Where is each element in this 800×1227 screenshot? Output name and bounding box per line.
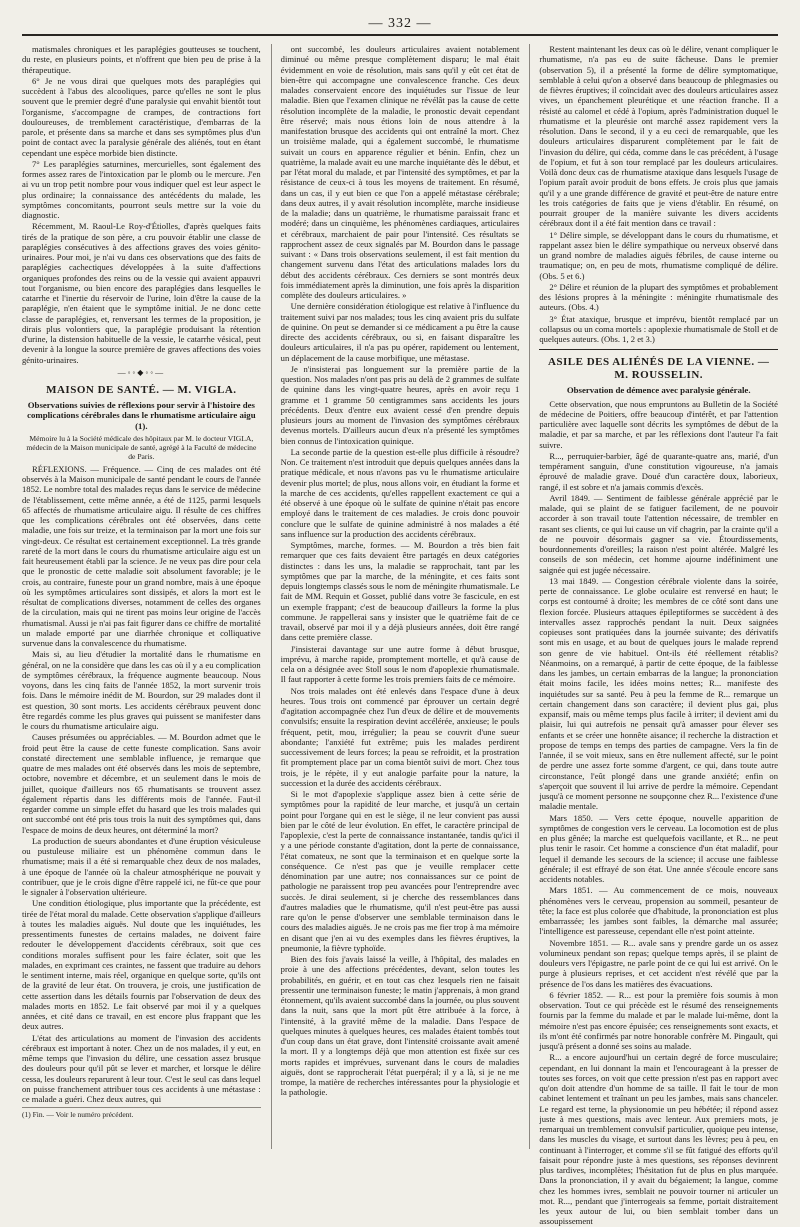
paragraph: Une condition étiologique, plus importante que la précédente, est tirée de l'état moral du malade. Cette observation s'applique d'ailleurs à toutes les maladies aiguës. Nul doute que les inquiétudes, les pressentiments funestes de certains malades, ne doivent faire redouter le développement d'accidents cérébraux, soit que ces conditions morales suffisent pour les faire éclater, soit que les malades, en exprimant ces craintes, ne fassent que traduire au dehors le sentiment interne, mais réel, organique en quelque sorte, qu'ils ont de la gravité de leur état. On trouvera, je crois, une justification de cette assertion dans les détails fournis par l'observation de deux des malades morts en 1852. Le fait observé par moi il y a quelques années, et cité dans ce travail, en est encore plus frappant que les deux autres. xyxy=(22,898,261,1032)
section-rule xyxy=(539,349,778,350)
paragraph: Récemment, M. Raoul-Le Roy-d'Étiolles, d'après quelques faits tirés de la pratique de son père, a cru pouvoir établir une classe de paraplégies consécutives à des affections graves des voies génito-urinaires. Pour moi, je n'ai vu dans ces observations que des faits de paraplégies cachectiques développées à la suite d'affections organiques profondes des reins ou de la vessie qui avaient appauvri tout l'organisme, ou bien encore des paraplégies dans lesquelles le catarrhe et l'inertie du réservoir de l'urine, loin d'être la cause de la paraplégie, n'en étaient que le symptôme initial. Je ne donc cette classe de paraplégies, et, renversant les termes de la proposition, je dirais plus volontiers que, la paraplégie produisant la rétention d'urine, la distension habituelle de la vessie, le catarrhe vésical, peut devenir à la longue la source première de graves affections des voies génito-urinaires. xyxy=(22,221,261,365)
paragraph: 6° Je ne vous dirai que quelques mots des paraplégies qui succèdent à l'abus des alcooliques, parce qu'elles ne sont le plus souvent que le premier degré d'une paralysie qui envahit bientôt tout l'organisme, s'accompagne de crampes, de contractions fort douloureuses, de tremblement caractéristique, d'embarras de la parole, et présente dans sa marche et dans ses symptômes plus d'un point de contact avec la paralysie générale des aliénés, tout en étant cependant une espèce morbide bien distincte. xyxy=(22,75,261,158)
paragraph: La production de sueurs abondantes et d'une éruption vésiculeuse ou pustuleuse miliaire est un phénomène commun dans le rhumatisme; mais il a été si remarquable chez deux de nos malades, à une époque de l'année où la chaleur atmosphérique ne pouvait y contribuer, que je le crois digne d'être rappelé ici, ne fût-ce que pour le signaler à l'observation ultérieure. xyxy=(22,835,261,897)
paragraph: 7° Les paraplégies saturnines, mercurielles, sont également des formes assez rares de l'intoxication par le plomb ou le mercure. J'en ai vu un trop petit nombre pour vous indiquer quel est leur aspect le plus ordinaire; la connaissance des antécédents du malade, les symptômes concomitants, pourront seuls mettre sur la voie du diagnostic. xyxy=(22,158,261,220)
page-header xyxy=(22,14,778,36)
section-title: MAISON DE SANTÉ. — M. VIGLA. xyxy=(46,384,237,396)
text-columns xyxy=(22,44,779,1227)
paragraph: Avril 1849. — Sentiment de faiblesse générale apprécié par le malade, qui se plaint de se fatiguer facilement, de ne pouvoir accorder à son travail toute l'attention nécessaire, de trembler en rasant ses clients, ce qui lui cause un vif chagrin, par la crainte qu'il a de ne pouvoir désormais gagner sa vie. Étourdissements, bourdonnements d'oreilles; la raison n'est point altérée. Malgré les conseils de son médecin, cet homme ajourne indéfiniment une saignée qui est jugée nécessaire. xyxy=(539,492,779,575)
paragraph: Mars 1850. — Vers cette époque, nouvelle apparition de symptômes de congestion vers le cerveau. La locomotion est de plus en plus gênée; la marche est quelquefois vacillante, et R... ne peut plus tenir le rasoir. Cet homme a conscience d'un état maladif, pour lequel il demande les secours de la science; il accuse une faiblesse générale; il est effrayé de son état. Une année s'écoule encore sans accidents notables. xyxy=(539,812,779,884)
paragraph: 1° Délire simple, se développant dans le cours du rhumatisme, et rappelant assez bien le délire sympathique ou nerveux observé dans un grand nombre de maladies aiguës fébriles, de cause interne ou traumatique; on, en peu de mots, rhumatisme compliqué de délire. (Obs. 5 et 6.) xyxy=(539,229,779,281)
section-title: ASILE DES ALIÉNÉS DE LA VIENNE. — M. ROUSSELIN. xyxy=(547,356,770,382)
paragraph: Nos trois malades ont été enlevés dans l'espace d'une à deux heures. Tous trois ont commencé par éprouver un certain degré d'agitation accompagnée chez l'un d'eux de délire et de mouvements convulsifs; ensuite la respiration devint accélérée, anxieuse; le pouls fréquent, petit, mou, irrégulier; la peau se couvrit d'une sueur abondante; l'anxiété fut extrême; puis les malades perdirent successivement de leurs forces; la peau se refroidit, et la prostration fit promptement place par un coma bientôt suivi de mort. Chez tous trois, je le répète, il y eut analogie parfaite pour la nature, la succession et la durée des accidents cérébraux. xyxy=(280,685,520,788)
paragraph: Si le mot d'apoplexie s'applique assez bien à cette série de symptômes pour la rapidité de leur marche, et jusqu'à un certain point pour l'organe qui en est le siège, il ne leur convient pas aussi bien par le côté de leur évolution. En effet, le caractère principal de l'apoplexie, c'est la perte de connaissance instantanée, tandis qu'ici il y a une période constante d'agitation, dont la perte de connaissance, l'état comateux, ne sont que la terminaison et en quelque sorte la conséquence. Ce n'est pas que je veuille remplacer cette dénomination par une autre; nos connaissances sur ce point de pathologie ne paraissent trop peu avancées pour l'entreprendre avec succès. Je dirai seulement, si je cherche des ressemblances dans d'autres maladies que le rhumatisme, qu'il n'est peut-être pas aussi rare qu'on le pense d'observer une semblable terminaison dans le cours des maladies aiguës. Je ne crois pas me fier trop à ma mémoire en disant que j'en ai vu des exemples dans les fièvres éruptives, la pneumonie, la fièvre typhoïde. xyxy=(280,789,520,953)
paragraph: Mais si, au lieu d'étudier la mortalité dans le rhumatisme en général, on ne la considère que dans les cas où il y a eu complication de symptômes cérébraux, la fréquence augmente beaucoup. Nous voyons, dans les cinq faits de l'année 1852, la mort survenir trois fois. Dans le mémoire inédit de M. Bourdon, sur 29 malades dont il est question, 30 sont morts. Les accidents cérébraux peuvent donc être regardés comme les plus graves qui puissent se manifester dans le cours du rhumatisme articulaire aigu. xyxy=(22,649,261,731)
paragraph: Mars 1851. — Au commencement de ce mois, nouveaux phénomènes vers le cerveau, propension au sommeil, pesanteur de tête; la face est plus colorée que d'habitude, la prononciation est plus embarrassée; les jambes sont faibles, la démarche mal assurée; l'intelligence est paresseuse, cependant elle n'est point atteinte. xyxy=(539,885,779,937)
paragraph: Je n'insisterai pas longuement sur la première partie de la question. Nos malades n'ont pas pris au delà de 2 grammes de sulfate de quinine dans les vingt-quatre heures, après en avoir reçu 1 gramme et 1 gramme 50 centigrammes sans accidents les jours précédents. Deux d'entre eux avaient cessé d'en prendre depuis plusieurs jours au moment de l'invasion des symptômes cérébraux devenus mortels. D'ailleurs aucun d'eux n'a présenté les symptômes bien connus de l'intoxication quinique. xyxy=(280,363,520,446)
paragraph: Cette observation, que nous empruntons au Bulletin de la Société de médecine de Poitiers, offre beaucoup d'intérêt, et par l'attention particulière avec laquelle sont décrits les symptômes de début de la maladie, et par sa marche, et par les réflexions dont l'auteur l'a fait suivre. xyxy=(539,398,779,450)
ornament-divider: —◦◦◆◦◦— xyxy=(117,367,166,377)
section-subtitle: Observations suivies de réflexions pour servir à l'histoire des complications cérébrales dans le rhumatisme articulaire aigu (1). xyxy=(27,400,256,431)
column-3 xyxy=(529,44,779,1227)
paragraph: Restent maintenant les deux cas où le délire, venant compliquer le rhumatisme, n'a pas eu de suite fâcheuse. Dans le premier (observation 5), il a présenté la forme de délire symptomatique, semblable à celui qu'on a observé dans beaucoup de phlegmasies ou de fièvres éruptives; il coïncidait avec des douleurs articulaires assez vives, un épanchement pleurétique et une réaction franche. Il a résisté au calomel et cédé à l'opium, après l'administration duquel le rhumatisme et la pleurésie ont marché assez rapidement vers la résolution. Dans le second, il y a eu ceci de remarquable, que les douleurs articulaires disparurent complètement par le fait de l'invasion du délire, qui céda, comme dans le cas précédent, à l'usage de l'opium, et fut à son tour remplacé par les douleurs articulaires. Voilà donc deux cas de rhumatisme ataxique dans lesquels l'usage de l'opium paraît avoir produit de bons effets. Je crois plus que jamais qu'il y a une grande différence de gravité et peut-être de nature entre les trois catégories de faits que je viens d'établir. En résumé, on pourrait grouper de la manière suivante les divers accidents cérébraux dont il a été fait mention dans ce travail : xyxy=(539,44,779,229)
paragraph: RÉFLEXIONS. — Fréquence. — Cinq de ces malades ont été observés à la Maison municipale de santé pendant le cours de l'année 1852. Le nombre total des malades reçus dans le service de médecine de l'établissement, cette même année, a été de 1125, parmi lesquels 65 affectés de rhumatisme articulaire aigu. Il résulte de ces chiffres que les complications cérébrales ont été observées, dans cette maladie, une fois sur treize, et la terminaison par la mort une fois sur vingt-deux. Ce résultat est certainement exceptionnel. La très grande rareté de la mort dans le cours du rhumatisme articulaire aigu est un fait heureusement établi par la science. Je ne veux pas dire pour cela que le pronostic de cette maladie soit absolument favorable; je le crois, au contraire, funeste pour un grand nombre, mais à une époque où les symptômes articulaires sont dissipés, et alors la mort est le résultat de complications diverses, notamment de celles des organes de la circulation, mais qui ne tirent pas moins leur origine de l'accès rhumatismal. Aussi je n'ai pas fait figurer dans ce chiffre de mortalité un malade emporté par une diarrhée chronique et colliquative survenue dans la convalescence du rhumatisme. xyxy=(22,463,261,648)
section-note: Mémoire lu à la Société médicale des hôpitaux par M. le docteur VIGLA, médecin de la Maison municipale de santé, agrégé à la Faculté de médecine de Paris. xyxy=(26,433,257,461)
footnote: (1) Fin. — Voir le numéro précédent. xyxy=(22,1107,261,1119)
paragraph: R..., perruquier-barbier, âgé de quarante-quatre ans, marié, d'un tempérament sanguin, d'une constitution vigoureuse, n'a jamais éprouvé de maladie grave. Doué d'un caractère doux, laborieux, rangé, il est sobre et n'a jamais commis d'excès. xyxy=(539,450,779,492)
paragraph: Bien des fois j'avais laissé la veille, à l'hôpital, des malades en proie à une des affections précédentes, devant, selon toutes les probabilités, en guérir, et en tout cas chez lesquels rien ne faisait pressentir une terminaison funeste; le matin j'apprenais, à mon grand étonnement, qu'ils avaient succombé dans la journée, ou plus souvent dans la nuit, sans que la mort pût être attribuée à la force, à l'intensité, à la gravité même de la maladie. Dans l'espace de quelques minutes à quelques heures, ces malades étaient tombés tout d'un coup dans un état grave, dont l'intensité croissante avait amené la mort. Il y a longtemps déjà que mon attention est fixée sur ces morts rapides et imprévues, survenant dans le cours de maladies aiguës, dont se rapprocherait l'état puerpéral; il y a là, si je ne me trompe, la matière de recherches intéressantes pour la physiologie et la pathologie. xyxy=(280,954,520,1098)
paragraph: La seconde partie de la question est-elle plus difficile à résoudre? Non. Ce traitement n'est introduit que depuis quelques années dans la pratique médicale, et nous n'avons pas vu le rhumatisme articulaire devenir plus mortel; de plus, nous allons voir, en étudiant la forme et la marche de ces accidents, qu'elles rappellent exactement ce qui a été observé à une époque où le sulfate de quinine n'était pas encore employé dans le traitement de ces maladies. Je crois donc pouvoir conclure que le sulfate de quinine administré à nos malades a été sans influence sur la production des accidents cérébraux. xyxy=(280,446,520,539)
paragraph: L'état des articulations au moment de l'invasion des accidents cérébraux est important à noter. Chez un de nos malades, il y eut, en même temps que l'invasion du délire, une cessation assez brusque des douleurs pour qu'il pût se lever et marcher, et lorsque le délire cessa, les douleurs reparurent à leur tour. C'est le seul cas dans lequel on puisse franchement attribuer tous ces accidents à une métastase : ce malade a guéri. Chez deux autres, qui xyxy=(22,1032,261,1104)
column-1 xyxy=(22,44,261,1149)
paragraph: 6 février 1852. — R... est pour la première fois soumis à mon observation. Tout ce qui précède est le résumé des renseignements fournis par la femme du malade et par le malade lui-même, dont la mémoire n'est pas encore épuisée; ces renseignements sont exacts, et ils m'ont été confirmés par notre honorable confrère M. Pingault, qui jusqu'à présent a donné ses soins au malade. xyxy=(539,989,779,1051)
paragraph: Symptômes, marche, formes. — M. Bourdon a très bien fait remarquer que ces faits devaient être partagés en deux catégories distinctes : dans les uns, la maladie se rapprochait, tant par les symptômes que par la marche, de la méningite, et ces faits sont depuis longtemps classés sous le nom de méningite rhumatismale. Le fait de MM. Requin et Gosset, publié dans votre 3e fascicule, en est un exemple frappant; c'est de beaucoup d'ailleurs la forme la plus commune. Je rappellerai sans y insister que le quatrième fait de ce travail, observé par moi il y a déjà plusieurs années, doit être rangé dans cette première classe. xyxy=(280,540,520,643)
paragraph: 2° Délire et réunion de la plupart des symptômes et probablement des lésions propres à la méningite : méningite rhumatismale des auteurs. (Obs. 4.) xyxy=(539,281,779,313)
paragraph: 13 mai 1849. — Congestion cérébrale violente dans la soirée, perte de connaissance. Le globe oculaire est renversé en haut; le corps est contourné à droite; les membres de ce côté sont dans une flexion forcée. Plusieurs attaques épileptiformes se succèdent à des intervalles assez rapprochés pendant la nuit. Deux saignées copieuses sont pratiquées dans la journée suivante; des dérivatifs sont mis en usage, et au bout de quelques jours le malade reprend son genre de vie habituel. Ont-ils été réellement rétablis? Néanmoins, on a remarqué, à partir de cette époque, de la faiblesse dans les jambes, un certain embarras de la langue; la prononciation était moins facile, les idées moins nettes; R... manifeste des inquiétudes sur sa santé. Peu à peu la femme de R... remarque un certain changement dans son caractère; il devient plus gai, plus expansif, mais ou même temps plus facile à irriter; il devient ami du plaisir, lui qui autrefois ne pensait qu'à amasser pour élever ses enfants et se créer une honnête aisance; il recherche la distraction et propose de temps en temps des parties de campagne. Vers la fin de l'année, il se voit mieux, sans en être nullement affecté, sur le point de perdre une assez forte somme d'argent, ce qui, dans toute autre circonstance, l'eût plongé dans une grande anxiété; enfin on s'aperçoit que souvent il lui arrive de perdre la mémoire. Cependant jusqu'à ce moment personne ne soupçonne chez R... l'existence d'une maladie mentale. xyxy=(539,575,779,812)
paragraph: 3° État ataxique, brusque et imprévu, bientôt remplacé par un collapsus ou un coma mortels : apoplexie rhumatismale de Stoll et de quelques auteurs. (Obs. 1, 2 et 3.) xyxy=(539,313,779,344)
paragraph: Une dernière considération étiologique est relative à l'influence du traitement suivi par nos malades; tous les cinq avaient pris du sulfate de quinine. On peut se demander si ce médicament a pu être la cause directe des accidents cérébraux, ou si, en faisant disparaître les douleurs articulaires, il n'a pas pu opérer, rapidement ou lentement, un déplacement de la cause morbifique, une métastase. xyxy=(280,301,520,363)
column-2 xyxy=(271,44,520,1149)
paragraph: R... a encore aujourd'hui un certain degré de force musculaire; cependant, en lui donnant la main et l'encourageant à la presser de toutes ses forces, on voit que cette pression n'est pas en rapport avec qu'on doit attendre d'un homme de sa taille. Il fait le tour de mon cabinet lentement et traînant un peu les jambes, mais sans chanceler. Le regard est terne, la physionomie un peu hébétée; il répond assez juste à mes questions, mais avec lenteur. Aux premiers mots, je remarquai un tremblement convulsif particulier, quoique peu intense, dans les muscles du visage, et surtout dans les lèvres; peu à peu, en continuant à l'interroger, et comme s'il se fût fatigué des efforts qu'il faisait pour répondre juste à mes questions, ses réponses devinrent plus tardives, incomplètes; l'hésitation fut de plus en plus marquée. Dans la prononciation, il y avait du bégaiement; la langue, comme chez les hommes ivres, semblait ne pouvoir tourner ni articuler un mot. R..., pendant que j'interrogeais sa femme, portait distraitement les yeux autour de lui, ou bien semblait tomber dans un assoupissement xyxy=(539,1052,779,1227)
section-subtitle: Observation de démence avec paralysie générale. xyxy=(566,385,751,396)
paragraph: ont succombé, les douleurs articulaires avaient notablement diminué ou même presque complètement disparu; le mal était évidemment en voie de résolution, mais sans qu'il y eût cet état de bien-être qui accompagne une convalescence franche. Ces deux malades conservaient encore des inquiétudes sur l'issue de leur maladie. Bien que l'examen clinique ne révélât pas la cause de cette résolution incomplète de la maladie, le pronostic devait cependant être réservé; mais nous étions loin de nous attendre à la manifestation brusque des accidents qui ont entraîné la mort. Chez un troisième malade, qui a également succombé, le rhumatisme suivait un cours en apparence régulier et bénin. Enfin, chez un quatrième, la malade avait eu une marche inquiétante dès le début, et par l'état moral du malade, et par l'intensité des symptômes, et par la résistance de ceux-ci à tous les moyens de traitement. En résumé, dans un cas, il y eut bien ce que l'on a appelé métastase cérébrale; dans deux autres, il y avait résolution incomplète, marche insidieuse de la maladie; dans un quatrième, le rhumatisme paraissait franc et modéré; dans un cinquième, les phénomènes cardiaques, articulaires et cérébraux, marchaient de pair pour l'intensité. Ces résultats se rapprochent assez de ceux signalés par M. Bourdon dans le passage suivant : « Dans trois observations seulement, il est fait mention du changement survenu dans l'état des articulations malades lors du début des accidents cérébraux. Ces derniers se sont montrés deux fois immédiatement après la diminution, une fois après la disparition complète des douleurs articulaires. » xyxy=(280,44,520,300)
page-number: — 332 — xyxy=(368,16,432,31)
paragraph: Causes présumées ou appréciables. — M. Bourdon admet que le froid peut être la cause de cette funeste complication. Sans avoir constaté directement une semblable influence, je remarque que quatre de mes malades ont été observés dans les mois de septembre, octobre, novembre et décembre, et un seulement dans le mois de juillet, quoique d'ailleurs nos 65 rhumatisants se trouvent assez également répartis dans les différents mois de l'année. Faut-il regarder comme un simple effet du hasard que les trois malades qui ont succombé ont été pris tous trois la nuit des symptômes qui, dans l'espace de moins de deux heures, ont déterminé la mort? xyxy=(22,732,261,835)
paragraph: Novembre 1851. — R... avale sans y prendre garde un os assez volumineux pendant son repas; quelque temps après, il se plaint de douleurs vers l'épigastre, ne parle point de ce qui lui est arrivé. On le purge à plusieurs reprises, et cet accident n'est révélé que par la présence de l'os dans les matières des évacuations. xyxy=(539,937,779,989)
paragraph: J'insisterai davantage sur une autre forme à début brusque, imprévu, à marche rapide, promptement mortelle, et qu'à cause de cela on a désignée avec Stoll sous le nom d'apoplexie rhumatismale. Il faut rapporter à cette forme les trois premiers faits de ce mémoire. xyxy=(280,643,520,685)
paragraph: matismales chroniques et les paraplégies goutteuses se touchent, du reste, en plusieurs points, et n'offrent que bien peu de prise à la thérapeutique. xyxy=(22,44,261,75)
